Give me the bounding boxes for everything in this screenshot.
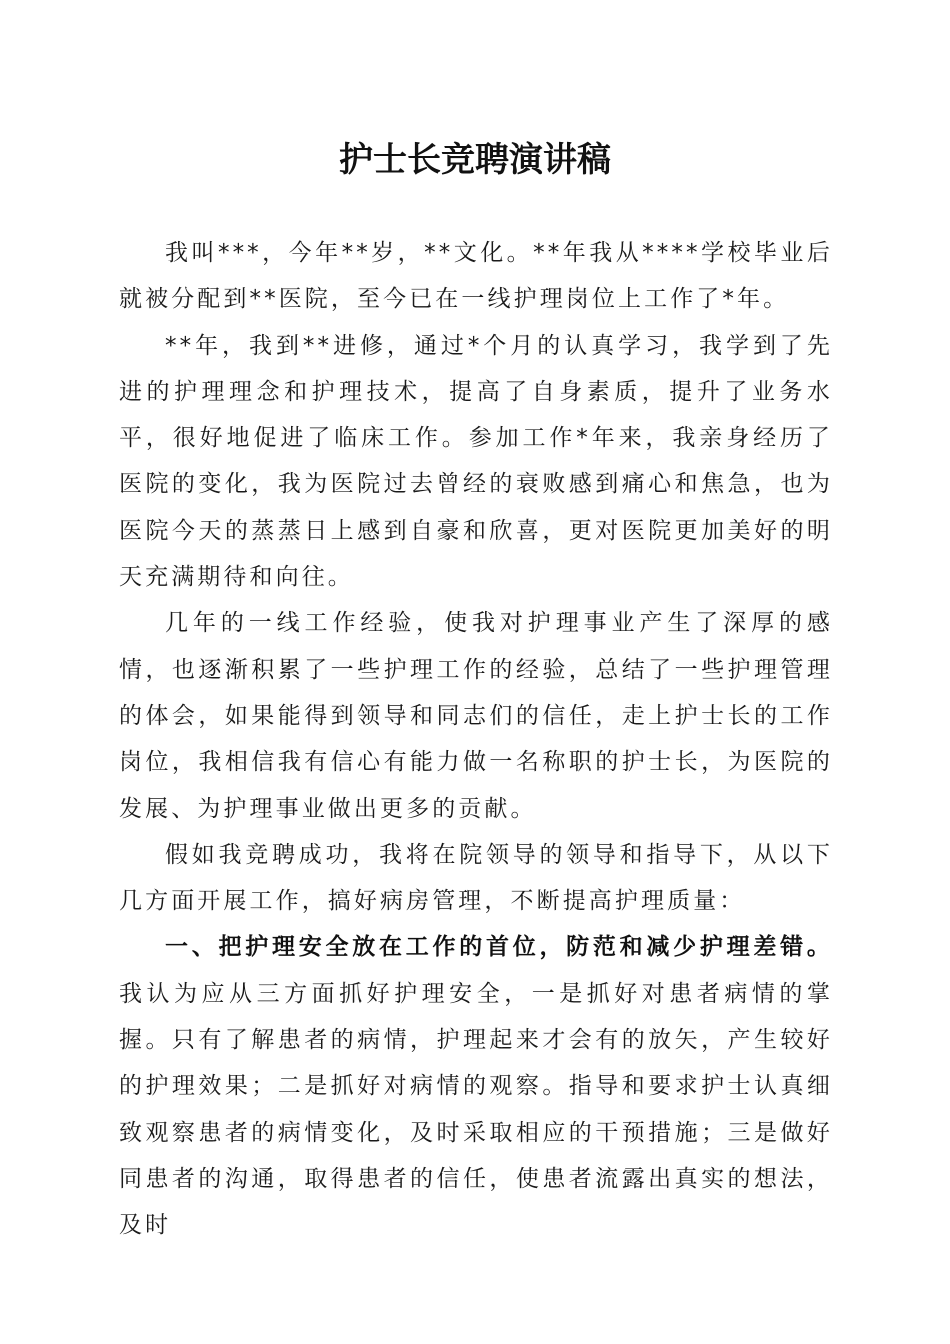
section-heading-safety: 一、把护理安全放在工作的首位，防范和减少护理差错。 [165, 934, 833, 961]
paragraph-experience: 几年的一线工作经验，使我对护理事业产生了深厚的感情，也逐渐积累了一些护理工作的经验，总结了一些护理管理的体会，如果能得到领导和同志们的信任，走上护士长的工作岗位，我相信我有信心有能力做一名称职的护士长，为医院的发展、为护理事业做出更多的贡献。 [119, 610, 833, 822]
document-title: 护士长竞聘演讲稿 [339, 140, 611, 180]
paragraph-plan: 假如我竞聘成功，我将在院领导的领导和指导下，从以下几方面开展工作，搞好病房管理，不断提高护理质量： [119, 841, 833, 915]
paragraph-intro: 我叫***，今年**岁，**文化。**年我从****学校毕业后就被分配到**医院，至今已在一线护理岗位上工作了*年。 [119, 240, 833, 313]
paragraph-study: **年，我到**进修，通过*个月的认真学习，我学到了先进的护理理念和护理技术，提高了自身素质，提升了业务水平，很好地促进了临床工作。参加工作*年来，我亲身经历了医院的变化，我为医院过去曾经的衰败感到痛心和焦急，也为医院今天的蒸蒸日上感到自豪和欣喜，更对医院更加美好的明天充满期待和向往。 [119, 332, 833, 591]
document-body [119, 230, 833, 1249]
paragraph-safety-text: 我认为应从三方面抓好护理安全，一是抓好对患者病情的掌握。只有了解患者的病情，护理起来才会有的放矢，产生较好的护理效果；二是抓好对病情的观察。指导和要求护士认真细致观察患者的病情变化，及时采取相应的干预措施；三是做好同患者的沟通，取得患者的信任，使患者流露出真实的想法，及时 [119, 980, 833, 1239]
paragraph-safety [119, 924, 833, 1248]
